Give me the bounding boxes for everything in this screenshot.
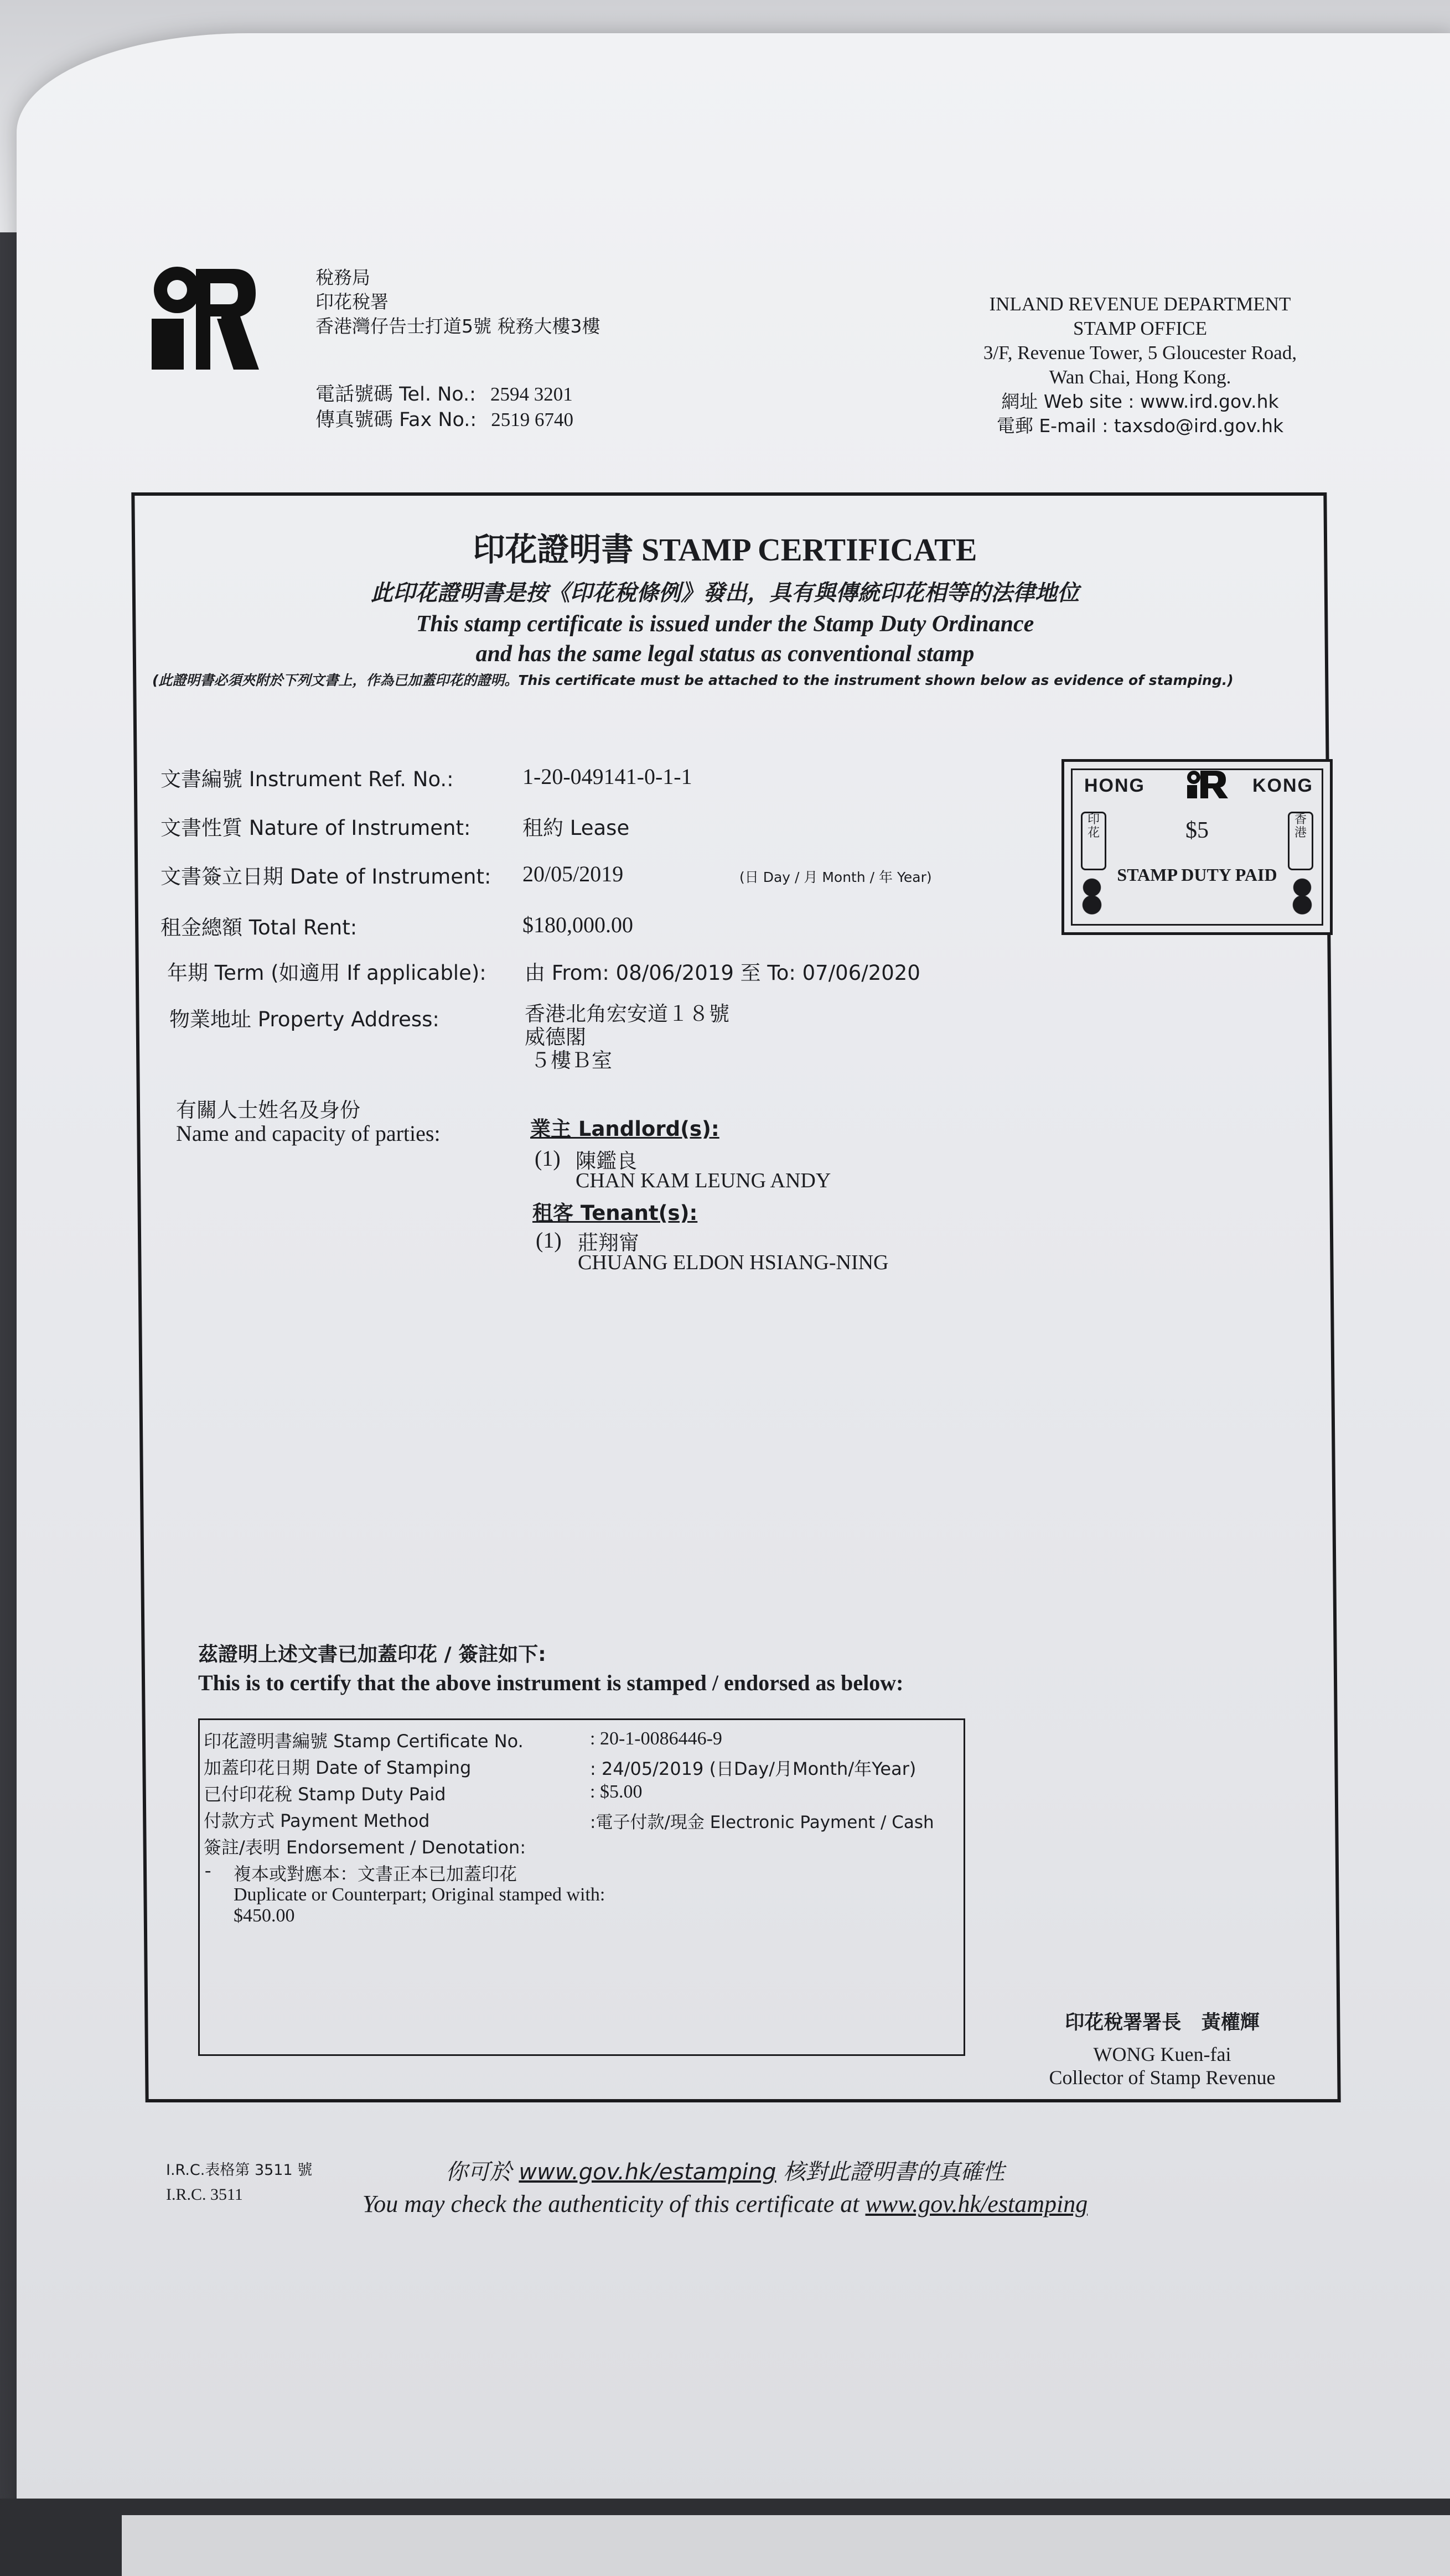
email: 電郵 E-mail : taxsdo@ird.gov.hk <box>996 415 1284 437</box>
tel-label: 電話號碼 Tel. No.: <box>315 383 476 406</box>
landlord-name-cn: 陳鑑良 <box>576 1149 637 1173</box>
office-en: STAMP OFFICE <box>1073 318 1207 339</box>
fax-value: 2519 6740 <box>491 409 573 430</box>
date-label: 文書簽立日期 Date of Instrument: <box>160 865 491 889</box>
stamp-paid-label: STAMP DUTY PAID <box>1117 865 1277 885</box>
address-line-2: 威德閣 <box>525 1025 586 1049</box>
certificate-title: 印花證明書 STAMP CERTIFICATE <box>473 532 977 568</box>
signatory-title-en: Collector of Stamp Revenue <box>1049 2066 1276 2089</box>
signatory-name-cn: 黃權輝 <box>1201 2012 1260 2034</box>
stamp-amount: $5 <box>1185 818 1209 843</box>
ird-logo <box>145 261 261 372</box>
endorsement-cn: 複本或對應本：文書正本已加蓋印花 <box>234 1863 517 1884</box>
form-number-en: I.R.C. 3511 <box>166 2185 243 2204</box>
payment-value: :電子付款/現金 Electronic Payment / Cash <box>590 1812 934 1832</box>
attachment-note: (此證明書必須夾附於下列文書上，作為已加蓋印花的證明。This certificate must be attached to the instrument shown below as evidence of stamping.) <box>152 672 1234 688</box>
stamp-kong: KONG <box>1252 775 1313 796</box>
signatory-cn <box>996 2007 1328 2035</box>
endorsement-amount: $450.00 <box>234 1905 295 1926</box>
stamp-hong: HONG <box>1084 775 1145 796</box>
ird-english-header <box>941 292 1339 438</box>
tenant-name-cn: 莊翔甯 <box>578 1231 639 1255</box>
estamping-link-en[interactable]: www.gov.hk/estamping <box>865 2190 1088 2217</box>
parties-label-en: Name and capacity of parties: <box>176 1121 441 1146</box>
rent-value: $180,000.00 <box>522 912 633 937</box>
date-value: 20/05/2019 <box>522 861 624 886</box>
verify-cn-pre: 你可於 <box>445 2159 512 2185</box>
office-cn: 印花稅署 <box>315 291 389 313</box>
stamp-chop-left <box>1082 876 1102 915</box>
certify-cn: 茲證明上述文書已加蓋印花 / 簽註如下: <box>198 1643 546 1666</box>
nature-value: 租約 Lease <box>522 816 630 840</box>
verify-cn-post: 核對此證明書的真確性 <box>783 2159 1005 2185</box>
term-label: 年期 Term (如適用 If applicable): <box>167 961 486 985</box>
ird-chinese-header <box>315 266 600 339</box>
signatory-name-en: WONG Kuen-fai <box>1093 2043 1231 2065</box>
landlord-heading: 業主 Landlord(s): <box>530 1117 719 1141</box>
fax-label: 傳真號碼 Fax No.: <box>315 409 477 431</box>
landlord-index: (1) <box>535 1146 561 1171</box>
cert-no-value: : 20-1-0086446-9 <box>590 1728 722 1749</box>
endorsement-dash: - <box>205 1860 211 1881</box>
payment-label: 付款方式 Payment Method <box>204 1810 430 1831</box>
background-bottom <box>0 2499 1450 2576</box>
address-line-1: 香港北角宏安道１８號 <box>525 1002 729 1026</box>
form-number-cn: I.R.C.表格第 3511 號 <box>166 2162 313 2179</box>
term-value: 由 From: 08/06/2019 至 To: 07/06/2020 <box>525 961 920 985</box>
estamping-link-cn[interactable]: www.gov.hk/estamping <box>519 2159 776 2185</box>
property-address <box>525 1003 729 1072</box>
ref-value: 1-20-049141-0-1-1 <box>522 764 692 789</box>
endorsement-en: Duplicate or Counterpart; Original stamped with: <box>234 1884 605 1905</box>
signatory-title-cn: 印花稅署署長 <box>1065 2012 1182 2034</box>
nature-label: 文書性質 Nature of Instrument: <box>160 816 471 840</box>
parties-label <box>176 1099 441 1145</box>
subtitle-en-2: and has the same legal status as conventional stamp <box>475 641 975 667</box>
verify-line-cn <box>0 2154 1450 2186</box>
date-format-hint: (日 Day / 月 Month / 年 Year) <box>739 869 932 885</box>
cert-no-label: 印花證明書編號 Stamp Certificate No. <box>204 1731 524 1752</box>
address-line-3: ５樓Ｂ室 <box>530 1048 612 1072</box>
duty-label: 已付印花稅 Stamp Duty Paid <box>204 1784 446 1805</box>
dept-en: INLAND REVENUE DEPARTMENT <box>989 293 1291 315</box>
stamp-date-value: : 24/05/2019 (日Day/月Month/年Year) <box>590 1758 916 1779</box>
landlord-name-en: CHAN KAM LEUNG ANDY <box>576 1169 831 1192</box>
website: 網址 Web site : www.ird.gov.hk <box>1001 391 1279 412</box>
rent-label: 租金總額 Total Rent: <box>160 916 358 939</box>
certify-en: This is to certify that the above instrument is stamped / endorsed as below: <box>198 1670 904 1695</box>
verify-line-en <box>0 2190 1450 2218</box>
ref-label: 文書編號 Instrument Ref. No.: <box>160 767 454 791</box>
stamp-seal-left: 印花 <box>1081 812 1106 870</box>
address-label: 物業地址 Property Address: <box>169 1007 439 1031</box>
subtitle-cn: 此印花證明書是按《印花稅條例》發出，具有與傳統印花相等的法律地位 <box>371 580 1079 606</box>
parties-label-cn: 有關人士姓名及身份 <box>176 1098 360 1122</box>
dept-cn: 稅務局 <box>315 267 370 288</box>
stamp-chop-right <box>1292 876 1312 915</box>
duty-value: : $5.00 <box>590 1782 643 1802</box>
tel-value: 2594 3201 <box>490 383 573 405</box>
address-en-1: 3/F, Revenue Tower, 5 Gloucester Road, <box>983 342 1297 363</box>
stamp-seal-right: 香港 <box>1288 812 1313 870</box>
stamp-duty-paid-stamp <box>1061 759 1333 935</box>
tenant-index: (1) <box>536 1228 562 1253</box>
endorsement-label: 簽註/表明 Endorsement / Denotation: <box>204 1837 526 1858</box>
stamp-date-label: 加蓋印花日期 Date of Stamping <box>204 1757 472 1778</box>
subtitle-en-1: This stamp certificate is issued under the Stamp Duty Ordinance <box>416 611 1034 637</box>
verify-en-pre: You may check the authenticity of this certificate at <box>362 2190 859 2217</box>
stamp-ird-logo <box>1182 768 1231 799</box>
tenant-heading: 租客 Tenant(s): <box>532 1201 698 1225</box>
address-cn: 香港灣仔告士打道5號 稅務大樓3樓 <box>315 315 600 337</box>
contact-numbers <box>315 382 573 433</box>
tenant-name-en: CHUANG ELDON HSIANG-NING <box>578 1251 889 1274</box>
address-en-2: Wan Chai, Hong Kong. <box>1049 366 1231 388</box>
